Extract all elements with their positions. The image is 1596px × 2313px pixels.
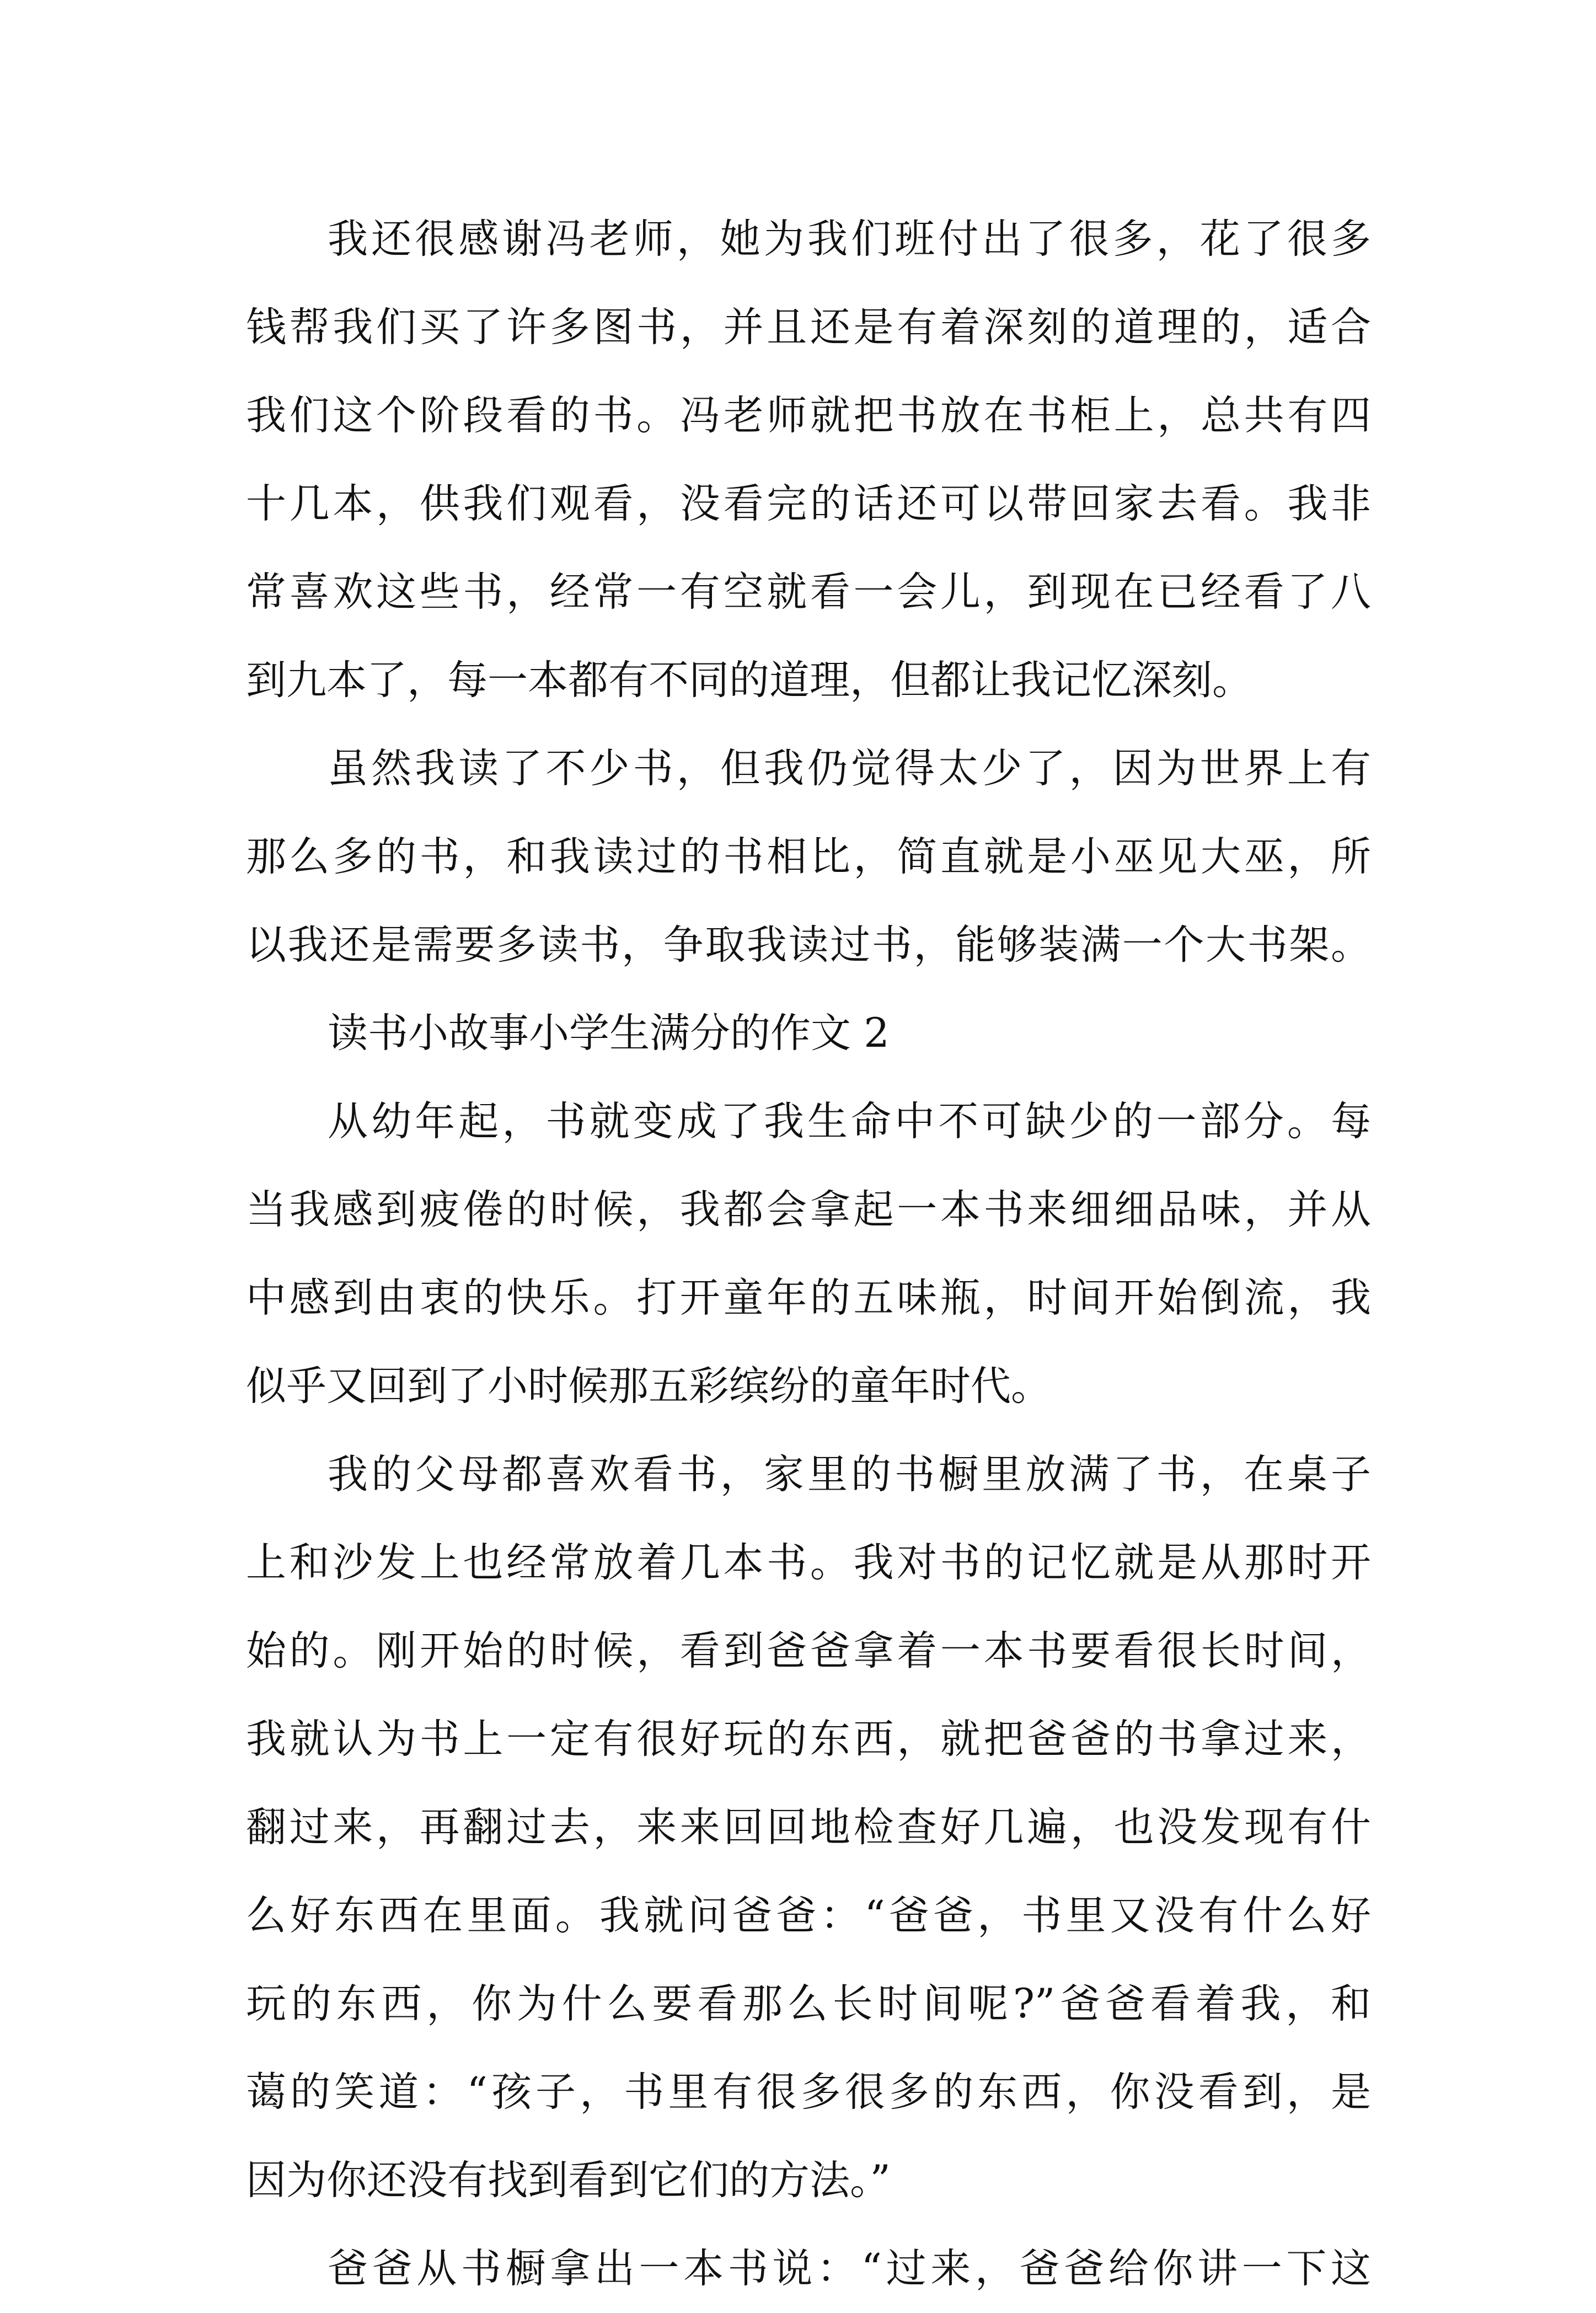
paragraph-line: 中感到由衷的快乐。打开童年的五味瓶，时间开始倒流，我 — [246, 1275, 1371, 1321]
paragraph-line: 翻过来，再翻过去，来来回回地检查好几遍，也没发现有什 — [246, 1804, 1371, 1851]
paragraph-last-line: 到九本了，每一本都有不同的道理，但都让我记忆深刻。 — [246, 657, 1252, 704]
paragraph-line: 十几本，供我们观看，没看完的话还可以带回家去看。我非 — [246, 480, 1371, 527]
paragraph-line: 当我感到疲倦的时候，我都会拿起一本书来细细品味，并从 — [246, 1186, 1371, 1233]
paragraph-first-line: 从幼年起，书就变成了我生命中不可缺少的一部分。每 — [328, 1098, 1371, 1145]
paragraph-line: 我们这个阶段看的书。冯老师就把书放在书柜上，总共有四 — [246, 392, 1371, 439]
paragraph-last-line: 似乎又回到了小时候那五彩缤纷的童年时代。 — [246, 1363, 1051, 1410]
paragraph-line: 钱帮我们买了许多图书，并且还是有着深刻的道理的，适合 — [246, 304, 1371, 351]
section-heading: 读书小故事小学生满分的作文 2 — [328, 1010, 890, 1057]
paragraph-line: 么好东西在里面。我就问爸爸：“爸爸，书里又没有什么好 — [246, 1892, 1371, 1939]
paragraph-line: 那么多的书，和我读过的书相比，简直就是小巫见大巫，所 — [246, 833, 1371, 880]
paragraph-line: 以我还是需要多读书，争取我读过书，能够装满一个大书架。 — [246, 922, 1371, 968]
essay-body — [246, 195, 1371, 2313]
paragraph-line: 上和沙发上也经常放着几本书。我对书的记忆就是从那时开 — [246, 1539, 1371, 1586]
paragraph-first-line: 虽然我读了不少书，但我仍觉得太少了，因为世界上有 — [328, 745, 1371, 792]
paragraph-first-line: 爸爸从书橱拿出一本书说：“过来，爸爸给你讲一下这 — [328, 2245, 1371, 2292]
paragraph-line: 始的。刚开始的时候，看到爸爸拿着一本书要看很长时间， — [246, 1627, 1371, 1674]
paragraph-first-line: 我还很感谢冯老师，她为我们班付出了很多，花了很多 — [328, 216, 1371, 263]
paragraph-first-line: 我的父母都喜欢看书，家里的书橱里放满了书，在桌子 — [328, 1451, 1371, 1498]
paragraph-line: 常喜欢这些书，经常一有空就看一会儿，到现在已经看了八 — [246, 569, 1371, 615]
paragraph-line: 玩的东西，你为什么要看那么长时间呢?”爸爸看着我，和 — [246, 1980, 1371, 2027]
paragraph-line: 我就认为书上一定有很好玩的东西，就把爸爸的书拿过来， — [246, 1716, 1371, 1763]
paragraph-line: 蔼的笑道：“孩子，书里有很多很多的东西，你没看到，是 — [246, 2069, 1371, 2116]
paragraph-last-line: 因为你还没有找到看到它们的方法。” — [246, 2157, 891, 2204]
